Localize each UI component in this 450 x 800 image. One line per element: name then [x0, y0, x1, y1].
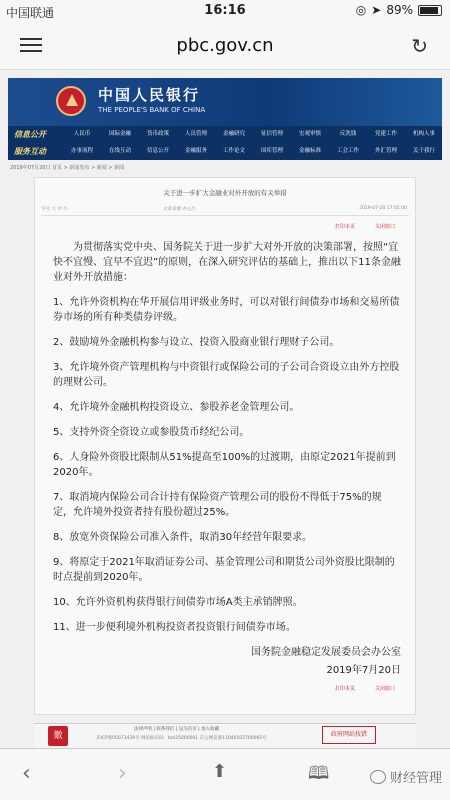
- article-paragraph: 1、允许外资机构在华开展信用评级业务时，可以对银行间债券市场和交易所债券市场的所有种类债券评级。: [53, 297, 400, 323]
- battery-percent: 89%: [386, 3, 413, 17]
- article-sign-date: 2019年7月20日: [326, 665, 401, 676]
- nav-item[interactable]: 在线互动: [108, 148, 131, 154]
- article-paragraph: 9、将原定于2021年取消证券公司、基金管理公司和期货公司外资股比限制的时点提前到2020年。: [53, 557, 395, 583]
- nav-item[interactable]: 货币政策: [146, 131, 169, 137]
- nav-item[interactable]: 办事流程: [70, 148, 93, 154]
- bookmarks-icon[interactable]: 🕮: [308, 763, 330, 784]
- nav-item[interactable]: 反洗钱: [339, 131, 357, 137]
- article-paragraph: 3、允许境外资产管理机构与中资银行或保险公司的子公司合资设立由外方控股的理财公司。: [53, 362, 400, 388]
- article-paragraph: 为贯彻落实党中央、国务院关于进一步扩大对外开放的决策部署，按照“宜快不宜慢、宜早不宜迟”的原则，在深入研究评估的基础上，推出以下11条金融业对外开放措施：: [53, 242, 401, 283]
- forward-icon[interactable]: ›: [118, 761, 127, 786]
- wechat-icon: [370, 770, 386, 784]
- status-bar: [0, 0, 450, 22]
- nav-item[interactable]: 人员管理: [184, 131, 207, 137]
- article-source: 文章来源 办公厅: [163, 207, 196, 212]
- nav-item[interactable]: 国库管理: [260, 148, 283, 154]
- carrier-label: 中国联通: [6, 6, 55, 20]
- article-signer: 国务院金融稳定发展委员会办公室: [251, 647, 401, 658]
- nav-row-2: [66, 146, 440, 154]
- main-nav: [8, 126, 442, 160]
- nav-item[interactable]: 金融标准: [298, 148, 321, 154]
- site-title-en: THE PEOPLE'S BANK OF CHINA: [98, 106, 206, 114]
- nav-item[interactable]: 信息公开: [146, 148, 169, 154]
- nav-item[interactable]: 金融研究: [222, 131, 245, 137]
- article-paragraph: 4、允许境外金融机构投资设立、参股养老金管理公司。: [53, 402, 300, 413]
- footer-registration: 京ICP备05073439号 网站标识码：bm25000001 京公网安备11040102700065号: [96, 736, 267, 741]
- article-panel: [34, 177, 416, 715]
- nav-item[interactable]: 金融服务: [184, 148, 207, 154]
- lock-rotation-icon: ◎: [355, 3, 367, 17]
- clock: 16:16: [204, 3, 246, 18]
- nav-item[interactable]: 工会工作: [336, 148, 359, 154]
- nav-item[interactable]: 机构人事: [412, 131, 435, 137]
- status-right: [356, 3, 442, 17]
- article-paragraph: 5、支持外资全资设立或参股货币经纪公司。: [53, 427, 250, 438]
- web-page[interactable]: [0, 70, 450, 748]
- site-banner: [8, 78, 442, 126]
- article-title: 关于进一步扩大金融业对外开放的有关举措: [163, 189, 287, 197]
- site-footer: [34, 723, 416, 748]
- nav-section-info[interactable]: 信息公开: [14, 130, 46, 139]
- address-bar: [0, 22, 450, 70]
- article-meta: [41, 206, 409, 216]
- nav-item[interactable]: 外汇管理: [374, 148, 397, 154]
- nav-row-1: [66, 129, 440, 137]
- article-paragraph: 7、取消境内保险公司合计持有保险资产管理公司的股份不得低于75%的规定，允许境外投资者持有股份超过25%。: [53, 492, 382, 518]
- battery-icon: [418, 5, 442, 16]
- nav-item[interactable]: 党建工作: [374, 131, 397, 137]
- article-paragraph: 6、人身险外资股比限制从51%提高至100%的过渡期，由原定2021年提前到2020年。: [53, 452, 396, 478]
- national-emblem-icon: 徽: [48, 726, 68, 746]
- nav-section-service[interactable]: 服务互动: [14, 147, 46, 156]
- article-paragraph: 10、允许外资机构获得银行间债券市场A类主承销牌照。: [53, 597, 303, 608]
- watermark: [370, 767, 442, 786]
- nav-item[interactable]: 宏观审慎: [298, 131, 321, 137]
- back-icon[interactable]: ‹: [22, 761, 31, 786]
- breadcrumb: 2019年07月20日 首页 > 新闻发布 > 新闻 > 新闻: [10, 165, 125, 171]
- battery-level: [420, 7, 438, 14]
- article-body: [53, 240, 401, 681]
- nav-item[interactable]: 人民币: [73, 131, 91, 137]
- article-tools-bottom: [335, 685, 395, 692]
- url-field[interactable]: pbc.gov.cn: [176, 35, 274, 56]
- close-window-link-bottom[interactable]: 关闭窗口: [374, 686, 395, 692]
- print-link[interactable]: 打印本页: [334, 224, 355, 230]
- article-tools-top: [335, 223, 395, 230]
- article-date: 2019-07-20 17:05:00: [359, 206, 407, 211]
- print-link-bottom[interactable]: 打印本页: [334, 686, 355, 692]
- browser-toolbar: [0, 748, 450, 800]
- article-paragraph: 2、鼓励境外金融机构参与设立、投资入股商业银行理财子公司。: [53, 337, 340, 348]
- nav-item[interactable]: 国际金融: [108, 131, 131, 137]
- location-icon: ➤: [371, 3, 382, 17]
- font-size-controls[interactable]: 字号 大 中 小: [41, 207, 68, 212]
- article-paragraph: 11、进一步便利境外机构投资者投资银行间债券市场。: [53, 622, 296, 633]
- watermark-text: 财经管理: [389, 771, 442, 786]
- reload-icon[interactable]: ↻: [411, 34, 428, 58]
- footer-links[interactable]: 法律声明 | 联系我们 | 设为首页 | 加入收藏: [134, 727, 220, 732]
- close-window-link[interactable]: 关闭窗口: [374, 224, 395, 230]
- nav-item[interactable]: 征信管理: [260, 131, 283, 137]
- pbc-logo-icon: [56, 86, 86, 116]
- article-paragraph: 8、放宽外资保险公司准入条件，取消30年经营年限要求。: [53, 532, 313, 543]
- site-title-cn: 中国人民银行: [98, 86, 201, 104]
- gov-error-badge[interactable]: 政府网站找错: [322, 726, 376, 744]
- nav-item[interactable]: 关于我行: [412, 148, 435, 154]
- nav-item[interactable]: 工作论文: [222, 148, 245, 154]
- share-icon[interactable]: ⬆: [212, 761, 228, 782]
